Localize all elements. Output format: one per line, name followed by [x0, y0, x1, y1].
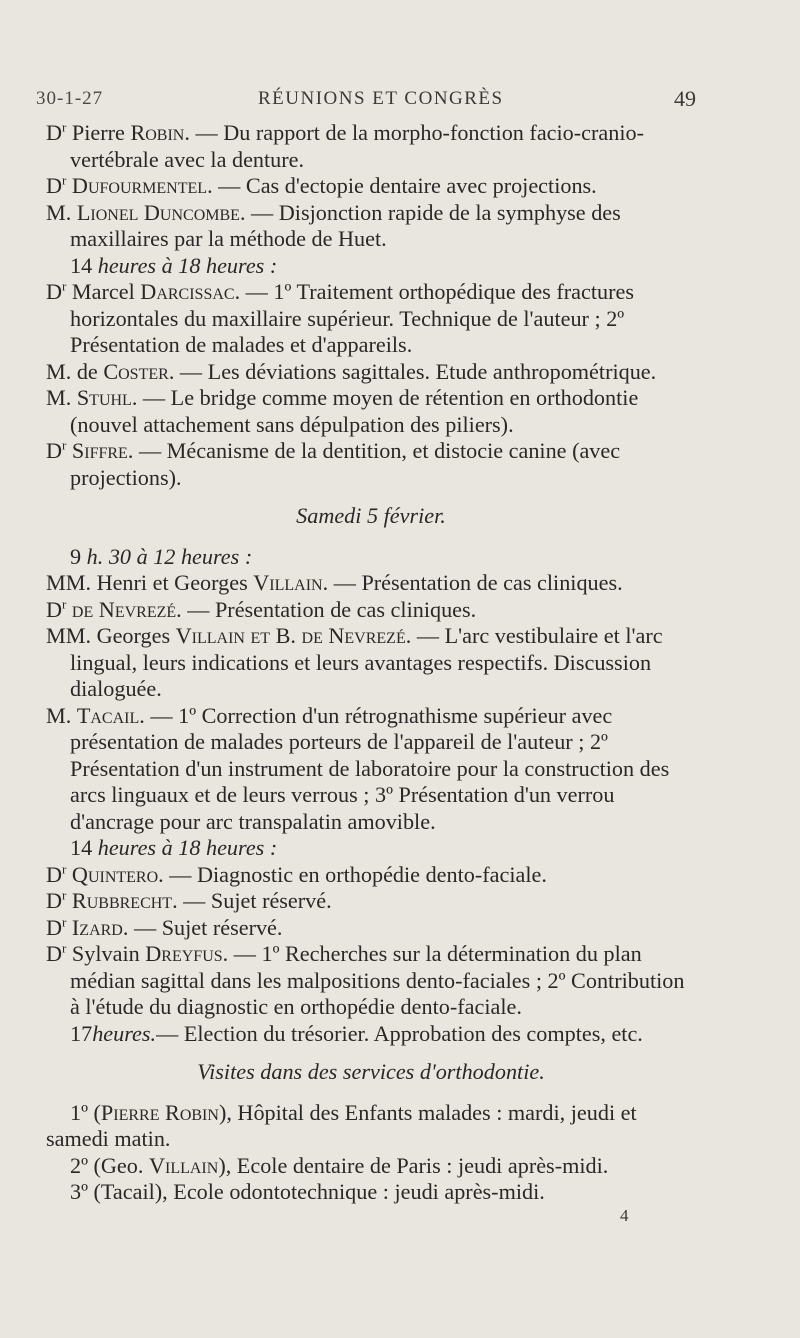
document-body [46, 120, 696, 1206]
entry-author-name: Coster [103, 358, 169, 384]
entry-given-name: Marcel [66, 279, 141, 304]
entry-author-name: Tacail [76, 702, 140, 728]
entry-description: . — Disjonction rapide de la symphyse des maxillaires par la méthode de Huet. [70, 199, 621, 251]
entry-description: . — Diagnostic en orthopédie dento-faciale. [158, 861, 547, 887]
entry-author-name: Quintero [71, 861, 159, 887]
time-slot: 14 heures à 18 heures : [70, 835, 278, 860]
visits-list [46, 1100, 696, 1206]
entry-author-name: Robin [130, 120, 185, 145]
visit-person: Villain [148, 1152, 219, 1178]
entry-title-prefix: MM. [46, 570, 92, 595]
time-slot: 9 h. 30 à 12 heures : [70, 543, 253, 569]
entry-author-name: Dufourmentel [71, 173, 208, 198]
entry-title-prefix: M. [46, 358, 72, 384]
entry-author-name: Izard [71, 914, 123, 940]
visit-description: ), Ecole dentaire de Paris : jeudi après-midi. [218, 1152, 609, 1178]
entry-description: . — Sujet réservé. [122, 914, 283, 940]
program-entry [46, 703, 696, 836]
entry-description: . — Le bridge comme moyen de rétention en orthodontie (nouvel attachement sans dépulpation des piliers). [70, 385, 639, 437]
entry-title-prefix: MM. [46, 623, 92, 648]
program-entry [46, 941, 696, 1021]
entry-title-sup: r [62, 172, 67, 188]
saturday-afternoon-list [46, 862, 696, 1021]
program-entry [46, 120, 696, 173]
running-header [0, 84, 800, 124]
program-entry [46, 862, 696, 889]
time-slot: 17heures.— Election du trésorier. Approbation des comptes, etc. [70, 1020, 643, 1046]
program-entry [46, 200, 696, 253]
visit-prefix: 1º ( [70, 1099, 101, 1125]
entry-description: . — Mécanisme de la dentition, et distocie canine (avec projections). [70, 438, 621, 490]
entry-author-name: Rubbrecht [71, 888, 173, 913]
entry-author-name: Villain et B. de Nevrezé [175, 623, 406, 648]
program-entry [46, 279, 696, 359]
entry-author-name: Darcissac [140, 279, 235, 304]
visit-person: Pierre Robin [100, 1099, 219, 1125]
entry-description: . — 1º Correction d'un rétrognathisme supérieur avec présentation de malades porteurs de l'appareil de l'auteur ; 2º Présentation d'un instrument de laboratoire pour la construction des arcs linguaux et de leurs verrous ; 3º Présentation d'un verrou d'ancrage pour arc transpalatin amovible. [70, 702, 670, 834]
entry-title-sup: r [62, 596, 67, 612]
program-entry [46, 173, 696, 200]
program-entry [46, 385, 696, 438]
page-number: 49 [674, 86, 696, 111]
entry-title-prefix: D [46, 173, 63, 198]
program-entry [46, 570, 696, 597]
entry-description: . — Présentation de cas cliniques. [176, 596, 477, 622]
entry-description: . — 1º Traitement orthopédique des fractures horizontales du maxillaire supérieur. Technique de l'auteur ; 2º Présentation de malades et d'appareils. [70, 279, 634, 357]
entry-given-name: Georges [91, 623, 176, 648]
program-entry [46, 623, 696, 703]
program-entry [46, 597, 696, 624]
entry-description: . — 1º Recherches sur la détermination du plan médian sagittal dans les malpositions dento-faciales ; 2º Contribution à l'étude du diagnostic en orthopédie dento-faciale. [70, 941, 685, 1019]
entry-title-prefix: M. [46, 702, 72, 728]
entry-author-name: Siffre [71, 438, 128, 463]
saturday-morning-list [46, 570, 696, 835]
entry-title-sup: r [62, 887, 67, 903]
entry-title-sup: r [62, 861, 67, 877]
header-date: 30-1-27 [36, 88, 104, 109]
entry-given-name: de [71, 358, 104, 384]
entry-description: . — Présentation de cas cliniques. [322, 570, 623, 595]
program-entry [46, 438, 696, 491]
visit-prefix: 3º (Tacail), Ecole odontotechnique : jeudi après-midi. [70, 1179, 545, 1204]
entry-title-prefix: D [46, 120, 63, 145]
entry-author-name: de Nevrezé [71, 596, 177, 622]
entry-title-prefix: D [46, 596, 63, 622]
signature-folio: 4 [620, 1206, 629, 1225]
entry-author-name: Villain [253, 570, 323, 595]
entry-title-prefix: D [46, 914, 63, 940]
entry-given-name: Henri et Georges [91, 570, 254, 595]
entry-title-prefix: D [46, 438, 63, 463]
program-entry [46, 888, 696, 915]
entry-given-name: Sylvain [66, 941, 146, 966]
entry-description: . — Sujet réservé. [172, 888, 332, 913]
entry-description: . — Les déviations sagittales. Etude anthropométrique. [168, 358, 657, 384]
visit-prefix: 2º (Geo. [70, 1152, 149, 1178]
entry-title-sup: r [62, 278, 67, 294]
entry-author-name: Lionel Duncombe [76, 199, 240, 225]
entry-author-name: Dreyfus [145, 941, 223, 966]
entry-title-sup: r [62, 940, 67, 956]
entry-title-prefix: D [46, 279, 63, 304]
time-slot: 14 heures à 18 heures : [70, 252, 278, 278]
entry-title-sup: r [62, 119, 67, 135]
entry-title-sup: r [62, 914, 67, 930]
header-title: RÉUNIONS ET CONGRÈS [258, 88, 504, 109]
visit-entry [46, 1100, 696, 1153]
program-entry [46, 915, 696, 942]
entry-title-sup: r [62, 437, 67, 453]
entry-author-name: Stuhl [76, 385, 132, 410]
entry-description: . — Du rapport de la morpho-fonction facio-cranio-vertébrale avec la denture. [70, 120, 644, 172]
visit-entry [46, 1179, 696, 1206]
entry-given-name: Pierre [66, 120, 131, 145]
friday-morning-list [46, 120, 696, 253]
entry-title-prefix: D [46, 861, 63, 887]
entry-description: . — L'arc vestibulaire et l'arc lingual, leurs indications et leurs avantages respectifs. Discussion dialoguée. [70, 623, 663, 701]
visit-entry [46, 1153, 696, 1180]
section-title-visits: Visites dans des services d'orthodontie. [197, 1059, 545, 1084]
entry-title-prefix: M. [46, 199, 72, 225]
friday-afternoon-list [46, 279, 696, 491]
entry-title-prefix: D [46, 941, 63, 966]
visit-description: ), Hôpital des Enfants malades : mardi, jeudi et samedi matin. [46, 1099, 637, 1151]
entry-title-prefix: M. [46, 385, 72, 410]
entry-title-prefix: D [46, 888, 63, 913]
entry-description: . — Cas d'ectopie dentaire avec projections. [207, 173, 597, 198]
program-entry [46, 359, 696, 386]
section-title-saturday: Samedi 5 février. [296, 503, 446, 528]
